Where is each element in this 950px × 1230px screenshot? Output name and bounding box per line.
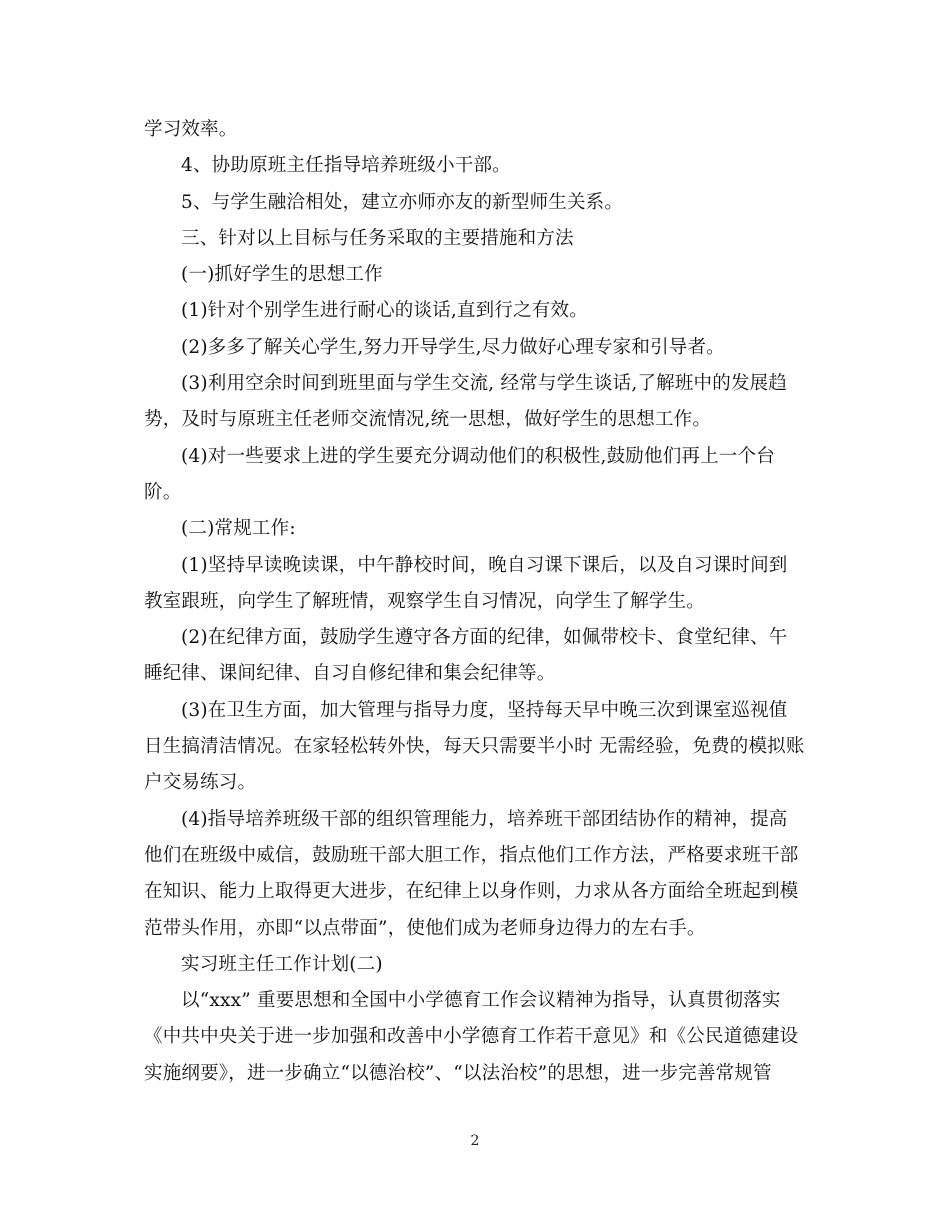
- section-title: 实习班主任工作计划(二): [181, 953, 383, 975]
- text-line: 教室跟班，向学生了解班情，观察学生自习情况，向学生了解学生。: [144, 590, 706, 612]
- subsection-heading: (二)常规工作:: [181, 518, 296, 540]
- text-line: (4)指导培养班级干部的组织管理能力，培养班干部团结协作的精神，提高: [181, 808, 788, 830]
- text-line: (1)坚持早读晚读课，中午静校时间，晚自习课下课后，以及自习课时间到: [181, 554, 788, 576]
- subsection-heading: (一)抓好学生的思想工作: [181, 264, 383, 286]
- text-line: (3)在卫生方面，加大管理与指导力度，坚持每天早中晚三次到课室巡视值: [181, 699, 788, 721]
- text-line: (3)利用空余时间到班里面与学生交流, 经常与学生谈话,了解班中的发展趋: [181, 373, 788, 395]
- document-body: [144, 112, 804, 1092]
- text-line: 学习效率。: [144, 119, 238, 140]
- text-line: 户交易练习。: [144, 772, 257, 794]
- text-line: 范带头作用，亦即“以点带面”，使他们成为老师身边得力的左右手。: [144, 917, 706, 939]
- text-line: 以“xxx” 重要思想和全国中小学德育工作会议精神为指导，认真贯彻落实: [181, 990, 781, 1012]
- text-line: (2)多多了解关心学生,努力开导学生,尽力做好心理专家和引导者。: [181, 336, 725, 358]
- text-line: 《中共中央关于进一步加强和改善中小学德育工作若干意见》和《公民道德建设: [144, 1026, 799, 1048]
- page-number: 2: [470, 1133, 480, 1149]
- text-line: 在知识、能力上取得更大进步，在纪律上以身作则，力求从各方面给全班起到模: [144, 881, 799, 903]
- section-heading: 三、针对以上目标与任务采取的主要措施和方法: [181, 227, 574, 249]
- text-line: (2)在纪律方面，鼓励学生遵守各方面的纪律，如佩带校卡、食堂纪律、午: [181, 627, 788, 649]
- text-line: 他们在班级中威信，鼓励班干部大胆工作，指点他们工作方法，严格要求班干部: [144, 844, 799, 866]
- text-line: 5、与学生融洽相处，建立亦师亦友的新型师生关系。: [181, 191, 624, 213]
- text-line: 阶。: [144, 481, 182, 503]
- text-line: 势，及时与原班主任老师交流情况,统一思想，做好学生的思想工作。: [144, 409, 712, 431]
- text-line: (4)对一些要求上进的学生要充分调动他们的积极性,鼓励他们再上一个台: [181, 445, 775, 467]
- text-line: 4、协助原班主任指导培养班级小干部。: [181, 155, 511, 177]
- text-line: (1)针对个别学生进行耐心的谈话,直到行之有效。: [181, 300, 588, 322]
- text-line: 睡纪律、课间纪律、自习自修纪律和集会纪律等。: [144, 663, 556, 685]
- text-line: 实施纲要》，进一步确立“以德治校”、“以法治校”的思想，进一步完善常规管: [144, 1062, 772, 1084]
- text-line: 日生搞清洁情况。在家轻松转外快，每天只需要半小时 无需经验，免费的模拟账: [144, 736, 805, 758]
